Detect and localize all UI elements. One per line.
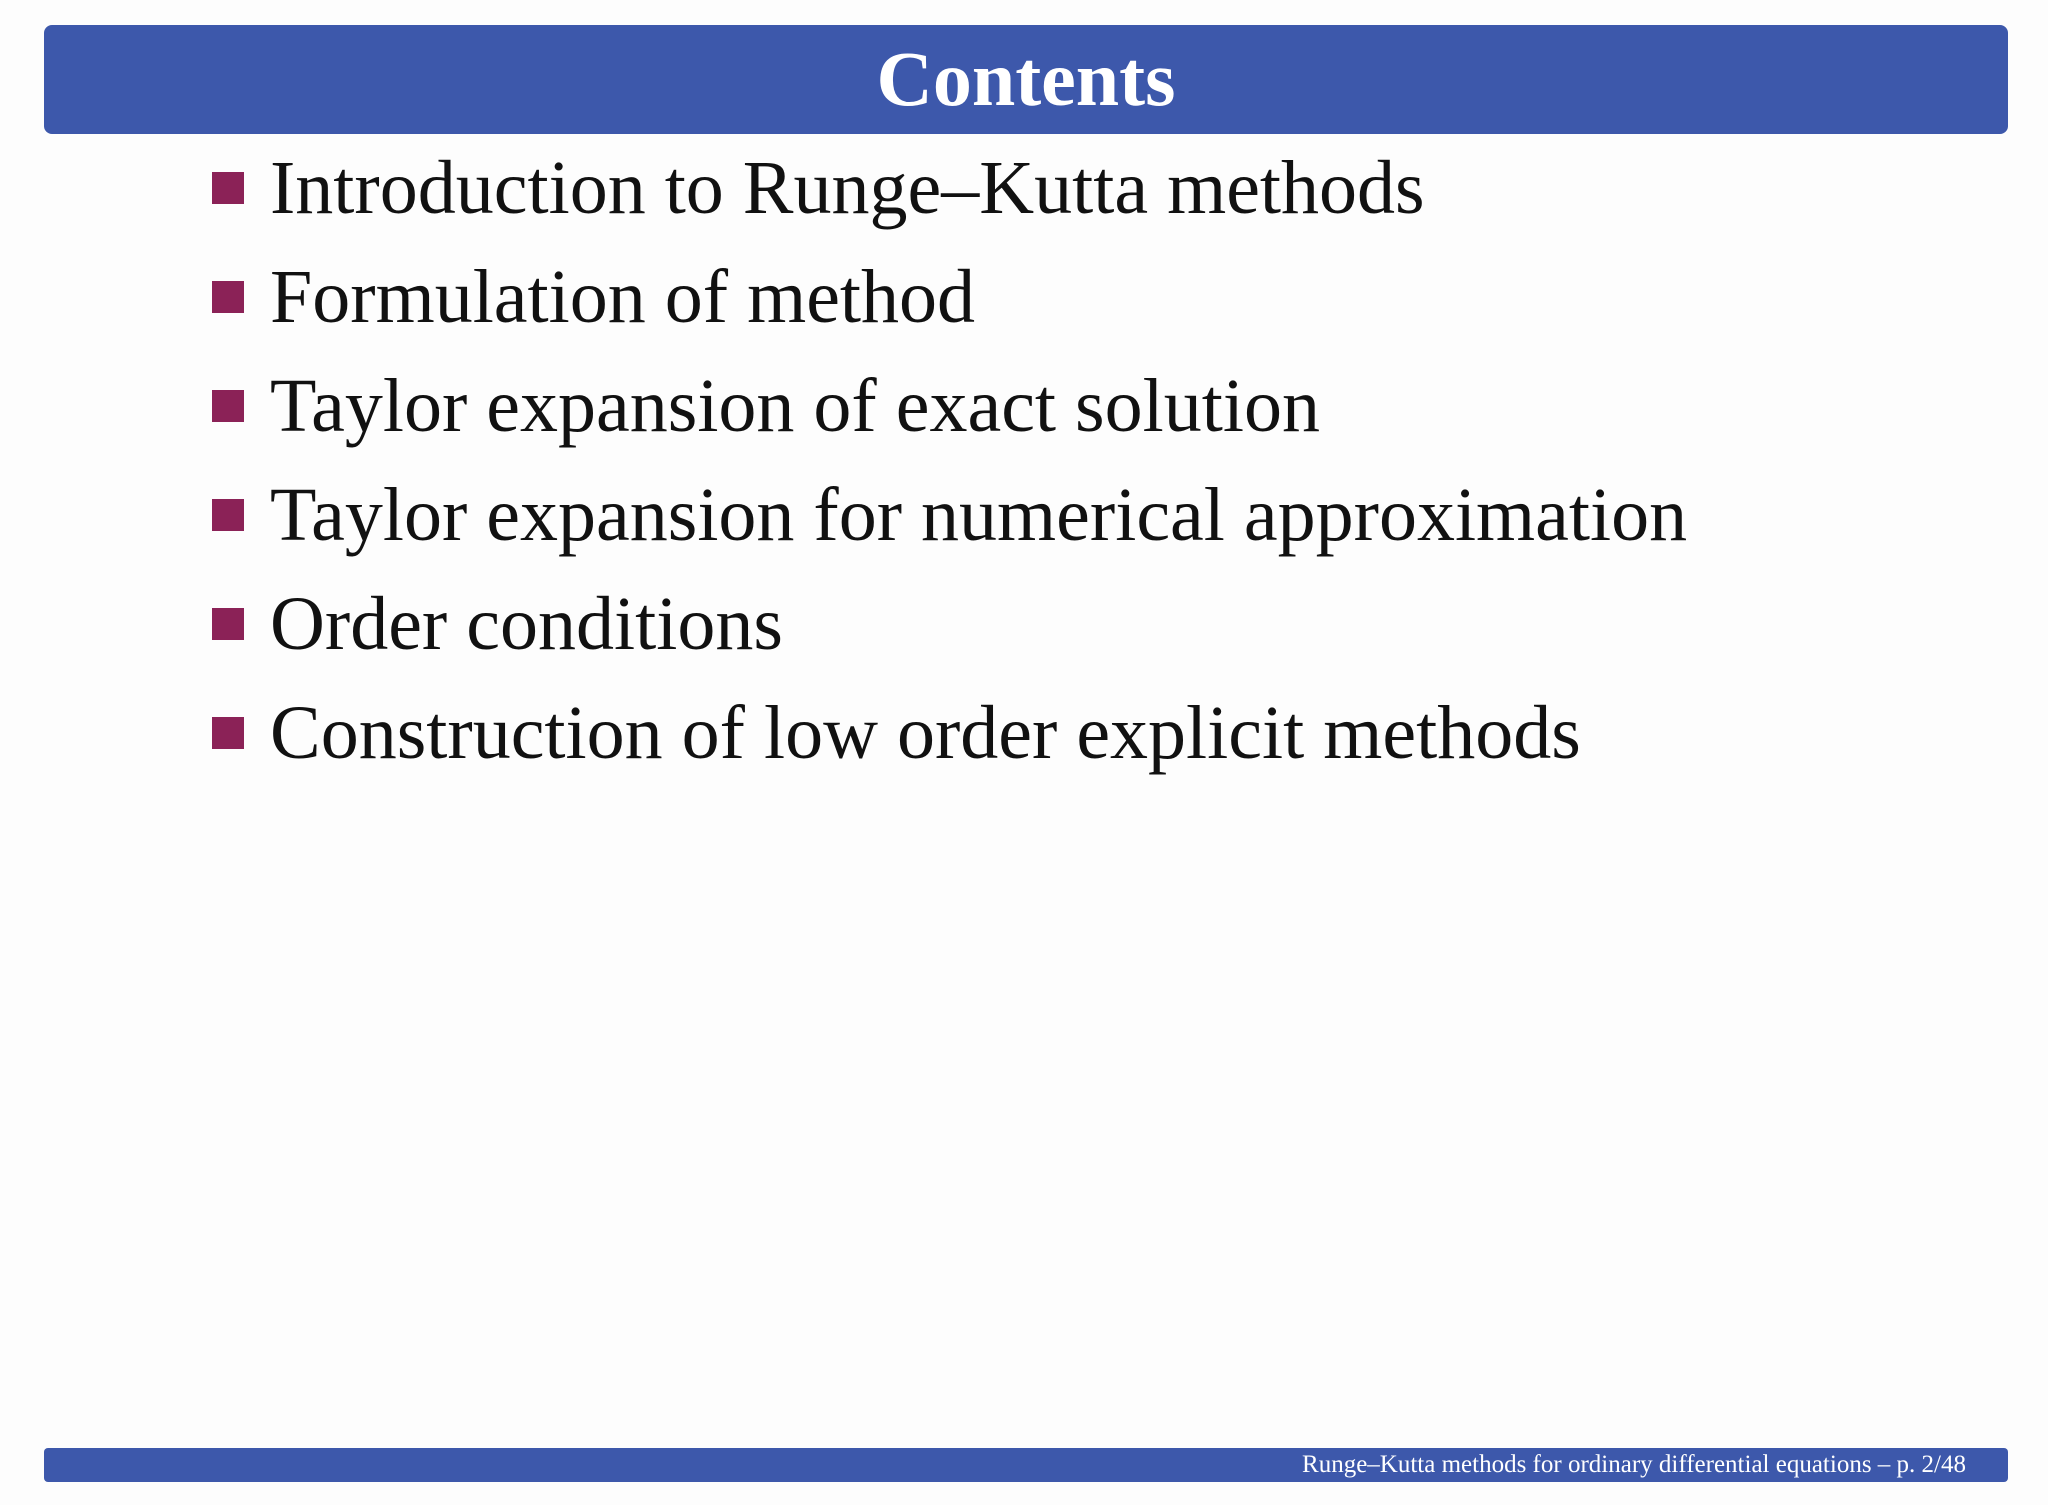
square-bullet-icon (212, 499, 244, 531)
list-item-label: Construction of low order explicit methods (270, 690, 1581, 775)
footer-bar (44, 1448, 2008, 1482)
list-item-label: Order conditions (270, 581, 783, 666)
square-bullet-icon (212, 390, 244, 422)
title-bar (44, 25, 2008, 134)
list-item (0, 460, 2048, 569)
slide-title: Contents (876, 34, 1176, 122)
list-item (0, 351, 2048, 460)
square-bullet-icon (212, 717, 244, 749)
contents-list (0, 133, 2048, 787)
list-item (0, 133, 2048, 242)
list-item-label: Formulation of method (270, 254, 976, 339)
list-item (0, 678, 2048, 787)
square-bullet-icon (212, 172, 244, 204)
list-item (0, 242, 2048, 351)
footer-caption: Runge–Kutta methods for ordinary differential equations – p. 2/48 (1302, 1451, 1966, 1478)
list-item-label: Taylor expansion of exact solution (270, 363, 1320, 448)
list-item (0, 569, 2048, 678)
list-item-label: Introduction to Runge–Kutta methods (270, 145, 1425, 230)
list-item-label: Taylor expansion for numerical approximation (270, 472, 1688, 557)
square-bullet-icon (212, 281, 244, 313)
square-bullet-icon (212, 608, 244, 640)
